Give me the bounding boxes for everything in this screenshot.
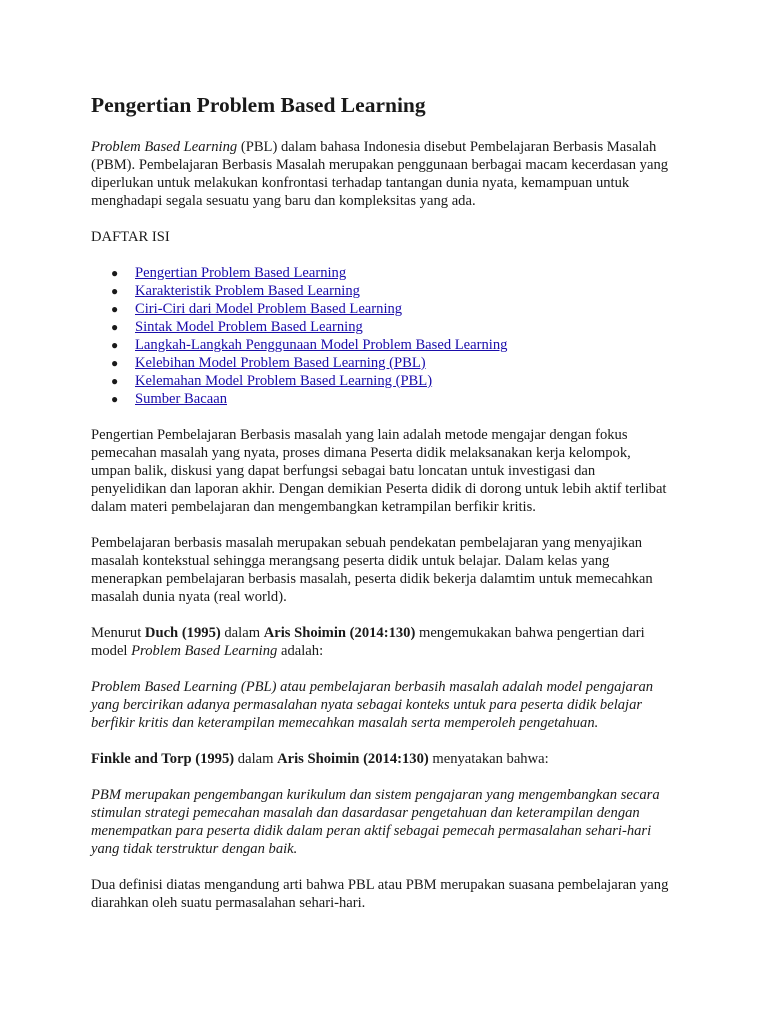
bullet-icon: ●	[111, 319, 119, 334]
text-span: dalam	[234, 750, 278, 767]
toc-item	[111, 354, 672, 372]
toc-item	[111, 282, 672, 300]
text-span: menyatakan bahwa:	[428, 750, 549, 767]
text-span: adalah:	[277, 642, 324, 659]
toc-link-kelebihan[interactable]: Kelebihan Model Problem Based Learning (PBL)	[135, 354, 426, 371]
body-paragraph-2: Pembelajaran berbasis masalah merupakan sebuah pendekatan pembelajaran yang menyajikan masalah kontekstual sehingga merangsang peserta didik untuk belajar. Dalam kelas yang menerapkan pembelajaran berbasis masalah, peserta didik bekerja dalamtim untuk memecahkan masalah dunia nyata (real world).	[91, 534, 653, 605]
toc-item	[111, 390, 672, 408]
toc-link-ciri-ciri[interactable]: Ciri-Ciri dari Model Problem Based Learning	[135, 300, 403, 317]
pbl-term: Problem Based Learning	[131, 642, 278, 659]
author-aris-shoimin: Aris Shoimin (2014:130)	[263, 624, 416, 641]
conclusion-paragraph: Dua definisi diatas mengandung arti bahwa PBL atau PBM merupakan suasana pembelajaran yang diarahkan oleh suatu permasalahan sehari-hari.	[91, 876, 669, 911]
bullet-icon: ●	[111, 373, 119, 388]
toc-item	[111, 336, 672, 354]
text-span: Menurut	[91, 624, 145, 641]
finkle-definition-quote: PBM merupakan pengembangan kurikulum dan sistem pengajaran yang mengembangkan secara stimulan strategi pemecahan masalah dan dasardasar pengetahuan dan keterampilan dengan menempatkan para peserta didik dalam peran aktif sebagai pemecah permasalahan sehari-hari yang tidak terstruktur dengan baik.	[91, 786, 660, 857]
toc-link-langkah[interactable]: Langkah-Langkah Penggunaan Model Problem Based Learning	[135, 336, 508, 353]
text-span: mengemukakan bahwa pengertian dari model	[91, 624, 645, 659]
bullet-icon: ●	[111, 283, 119, 298]
bullet-icon: ●	[111, 265, 119, 280]
intro-paragraph	[91, 138, 672, 210]
toc-link-pengertian[interactable]: Pengertian Problem Based Learning	[135, 264, 347, 281]
bullet-icon: ●	[111, 355, 119, 370]
toc-link-sintak[interactable]: Sintak Model Problem Based Learning	[135, 318, 363, 335]
toc-item	[111, 264, 672, 282]
table-of-contents	[91, 264, 672, 408]
author-finkle-torp: Finkle and Torp (1995)	[91, 750, 235, 767]
bullet-icon: ●	[111, 337, 119, 352]
toc-item	[111, 318, 672, 336]
text-span: dalam	[220, 624, 264, 641]
author-duch: Duch (1995)	[144, 624, 221, 641]
toc-title: DAFTAR ISI	[91, 228, 170, 245]
duch-definition-quote: Problem Based Learning (PBL) atau pembelajaran berbasih masalah adalah model pengajaran yang bercirikan adanya permasalahan nyata sebagai konteks untuk para peserta didik belajar berfikir kritis dan keterampilan memecahkan masalah serta memperoleh pengetahuan.	[91, 678, 654, 731]
toc-link-karakteristik[interactable]: Karakteristik Problem Based Learning	[135, 282, 360, 299]
intro-term: Problem Based Learning	[91, 138, 238, 155]
bullet-icon: ●	[111, 301, 119, 316]
toc-item	[111, 300, 672, 318]
page-title: Pengertian Problem Based Learning	[91, 93, 426, 117]
finkle-intro-paragraph	[91, 750, 672, 768]
author-aris-shoimin: Aris Shoimin (2014:130)	[277, 750, 429, 767]
toc-link-kelemahan[interactable]: Kelemahan Model Problem Based Learning (PBL)	[135, 372, 433, 389]
toc-item	[111, 372, 672, 390]
body-paragraph-1: Pengertian Pembelajaran Berbasis masalah yang lain adalah metode mengajar dengan fokus pemecahan masalah yang nyata, proses dimana Peserta didik melaksanakan kerja kelompok, umpan balik, diskusi yang dapat berfungsi sebagai batu loncatan untuk investigasi dan penyelidikan dan laporan akhir. Dengan demikian Peserta didik di dorong untuk lebih aktif terlibat dalam materi pembelajaran dan mengembangkan ketrampilan berfikir kritis.	[91, 426, 667, 515]
duch-intro-paragraph	[91, 624, 672, 660]
intro-text: (PBL) dalam bahasa Indonesia disebut Pembelajaran Berbasis Masalah (PBM). Pembelajaran Berbasis Masalah merupakan penggunaan berbagai macam kecerdasan yang diperlukan untuk melakukan konfrontasi terhadap tantangan dunia nyata, kemampuan untuk menghadapi segala sesuatu yang baru dan kompleksitas yang ada.	[91, 138, 669, 209]
toc-link-sumber-bacaan[interactable]: Sumber Bacaan	[135, 390, 227, 407]
bullet-icon: ●	[111, 391, 119, 406]
